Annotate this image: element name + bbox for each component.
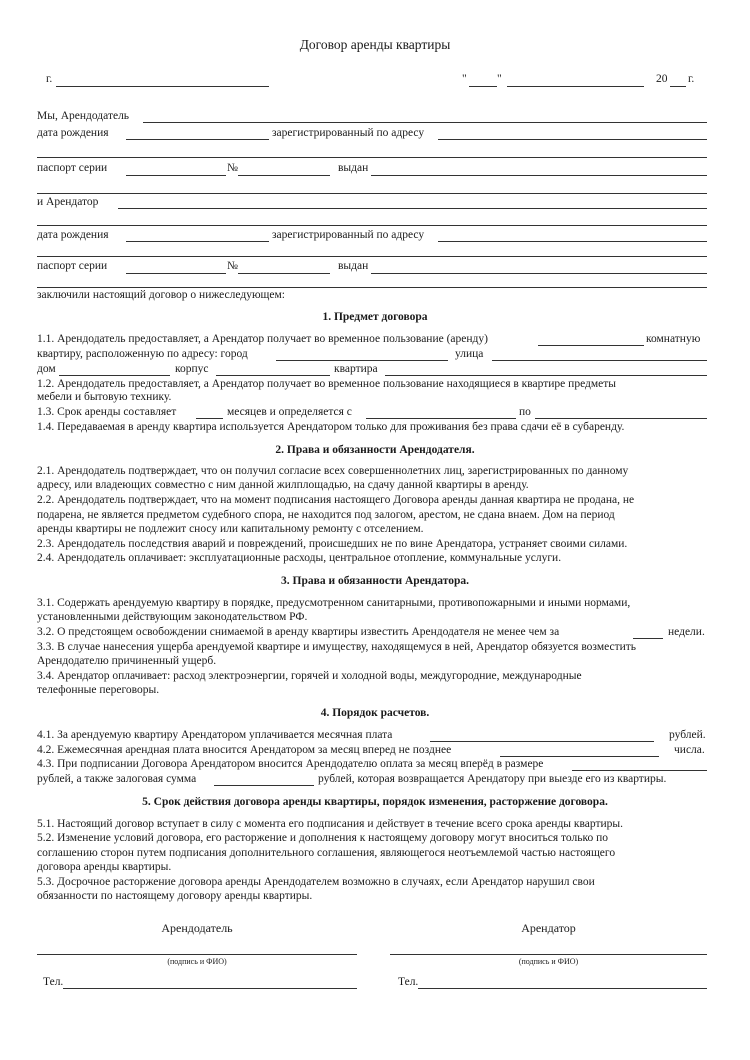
landlord-issued-label: выдан [338, 162, 369, 174]
landlord-passport-label: паспорт серии [37, 162, 108, 174]
city-address-field[interactable] [276, 360, 448, 361]
tenant-dob-field[interactable] [126, 241, 269, 242]
section-5-heading: 5. Срок действия договора аренды квартиры, порядок изменения, расторжение договора. [142, 796, 608, 808]
landlord-phone-label: Тел. [43, 976, 64, 988]
landlord-address-field[interactable] [438, 139, 707, 140]
s1-p3-from: месяцев и определяется с [227, 406, 352, 418]
rooms-count-field[interactable] [538, 345, 644, 346]
tenant-address-field-2[interactable] [37, 256, 707, 257]
s4-line-1-rub: рублей. [669, 729, 706, 741]
landlord-name-field[interactable] [143, 122, 707, 123]
tenant-signature-hint: (подпись и ФИО) [518, 957, 579, 966]
s1-korpus-label: корпус [175, 363, 209, 375]
landlord-dob-label: дата рождения [37, 127, 109, 139]
tenant-issued-label: выдан [338, 260, 369, 272]
s3-line-6: 3.4. Арендатор оплачивает: расход электроэнергии, горячей и холодной воды, междугородние, международные [37, 670, 582, 682]
s3-line-3-weeks: недели. [668, 626, 705, 638]
landlord-address-field-2[interactable] [37, 157, 707, 158]
s1-p4: 1.4. Передаваемая в аренду квартира используется Арендатором только для проживания без права сдачи её в субаренду. [37, 421, 625, 433]
s5-line-3: соглашению сторон путем подписания дополнительного соглашения, являющегося неотъемлемой частью настоящего [37, 847, 616, 859]
tenant-address-field[interactable] [438, 241, 707, 242]
landlord-issued-field[interactable] [371, 175, 707, 176]
year-label: 20 [656, 73, 668, 85]
tenant-name-field-2[interactable] [37, 225, 707, 226]
s1-p2-line2: мебели и бытовую технику. [37, 391, 172, 403]
s2-line-2: адресу, или владеющих совместно с ним данной жилплощадью, на сдачу данной квартиры в аренду. [37, 479, 529, 491]
tenant-intro: и Арендатор [37, 196, 99, 208]
s2-line-4: подарена, не является предметом судебного спора, не находится под залогом, арестом, не сдана внаем. Дом на период [37, 509, 615, 521]
s4-line-4-b: рублей, которая возвращается Арендатору при выезде его из квартиры. [318, 773, 667, 785]
s1-p1-city-text: квартиру, расположенную по адресу: город [37, 348, 248, 360]
landlord-phone-field[interactable] [63, 988, 357, 989]
s2-line-6: 2.3. Арендодатель последствия аварий и повреждений, происшедших не по вине Арендатора, устраняет своими силами. [37, 538, 628, 550]
tenant-passport-label: паспорт серии [37, 260, 108, 272]
landlord-signature-field[interactable] [37, 954, 357, 955]
section-4-heading: 4. Порядок расчетов. [320, 707, 430, 719]
s5-line-2: 5.2. Изменение условий договора, его расторжение и дополнения к настоящему договору могут вноситься только по [37, 832, 609, 844]
notice-weeks-field[interactable] [633, 638, 663, 639]
s2-line-1: 2.1. Арендодатель подтверждает, что он получил согласие всех совершеннолетних лиц, зарегистрированных по данному [37, 465, 629, 477]
s1-house-label: дом [37, 363, 56, 375]
tenant-issued-field-2[interactable] [37, 287, 707, 288]
payment-day-field[interactable] [500, 756, 659, 757]
korpus-field[interactable] [216, 375, 330, 376]
s2-line-7: 2.4. Арендодатель оплачивает: эксплуатационные расходы, центральное отопление, коммунальные услуги. [37, 552, 562, 564]
s3-line-3: 3.2. О предстоящем освобождении снимаемой в аренду квартиры известить Арендодателя не менее чем за [37, 626, 560, 638]
s1-p3-to: по [519, 406, 531, 418]
house-field[interactable] [59, 375, 170, 376]
term-months-field[interactable] [196, 418, 223, 419]
s1-p1-rooms: комнатную [646, 333, 701, 345]
tenant-passport-series-field[interactable] [126, 273, 226, 274]
s5-line-4: договора аренды квартиры. [37, 861, 172, 873]
flat-field[interactable] [385, 375, 707, 376]
s4-line-4-a: рублей, а также залоговая сумма [37, 773, 197, 785]
tenant-registered-label: зарегистрированный по адресу [272, 229, 425, 241]
tenant-phone-field[interactable] [418, 988, 707, 989]
month-field[interactable] [507, 86, 644, 87]
s2-line-3: 2.2. Арендодатель подтверждает, что на момент подписания настоящего Договора аренды данная квартира не продана, не [37, 494, 635, 506]
document-title: Договор аренды квартиры [299, 37, 451, 52]
city-label: г. [46, 73, 53, 85]
street-field[interactable] [492, 360, 707, 361]
landlord-signature-hint: (подпись и ФИО) [167, 957, 227, 966]
landlord-passport-series-field[interactable] [126, 175, 226, 176]
s5-line-5: 5.3. Досрочное расторжение договора аренды Арендодателем возможно в случаях, если Арендатор нарушил свои [37, 876, 595, 888]
tenant-signature-field[interactable] [390, 954, 707, 955]
tenant-name-field[interactable] [118, 208, 707, 209]
deposit-field[interactable] [214, 785, 314, 786]
year-suffix: г. [688, 73, 695, 85]
landlord-number-label: № [227, 162, 238, 174]
day-field[interactable] [469, 86, 497, 87]
landlord-registered-label: зарегистрированный по адресу [272, 127, 425, 139]
s4-line-1: 4.1. За арендуемую квартиру Арендатором уплачивается месячная плата [37, 729, 393, 741]
section-2-heading: 2. Права и обязанности Арендодателя. [275, 444, 475, 456]
tenant-signature-title: Арендатор [521, 921, 576, 935]
s3-line-4: 3.3. В случае нанесения ущерба арендуемой квартире и имуществу, находящемуся в ней, Арендатор обязуется возместить [37, 641, 637, 653]
s3-line-2: установленными действующим законодательством РФ. [37, 611, 308, 623]
date-quote-open: " [462, 73, 467, 85]
date-quote-close: " [497, 73, 502, 85]
term-to-field[interactable] [535, 418, 707, 419]
s5-line-1: 5.1. Настоящий договор вступает в силу с момента его подписания и действует в течение всего срока аренды квартиры. [37, 818, 624, 830]
landlord-passport-number-field[interactable] [238, 175, 330, 176]
section-3-heading: 3. Права и обязанности Арендатора. [281, 575, 469, 587]
s1-p1-text: 1.1. Арендодатель предоставляет, а Арендатор получает во временное пользование (аренду) [37, 333, 488, 345]
s3-line-5: Арендодателю причиненный ущерб. [37, 655, 217, 667]
tenant-phone-label: Тел. [398, 976, 419, 988]
s5-line-6: обязанности по настоящему договору аренды квартиры. [37, 890, 313, 902]
s1-p1-street-label: улица [455, 348, 484, 360]
advance-payment-field[interactable] [572, 770, 707, 771]
landlord-issued-field-2[interactable] [37, 193, 707, 194]
section-1-heading: 1. Предмет договора [322, 311, 428, 323]
landlord-dob-field[interactable] [126, 139, 269, 140]
city-field[interactable] [56, 86, 269, 87]
term-from-field[interactable] [366, 418, 516, 419]
s1-p2-line1: 1.2. Арендодатель предоставляет, а Арендатор получает во временное пользование находящиеся в квартире предметы [37, 378, 617, 390]
monthly-payment-field[interactable] [430, 741, 654, 742]
s1-flat-label: квартира [334, 363, 378, 375]
s1-p3-term: 1.3. Срок аренды составляет [37, 406, 177, 418]
s3-line-7: телефонные переговоры. [37, 684, 160, 696]
s3-line-1: 3.1. Содержать арендуемую квартиру в порядке, предусмотренном санитарными, противопожарными и иными нормами, [37, 597, 631, 609]
tenant-passport-number-field[interactable] [238, 273, 330, 274]
s2-line-5: аренды квартиры не подлежит сносу или капитальному ремонту с отселением. [37, 523, 424, 535]
year-field[interactable] [670, 86, 686, 87]
tenant-number-label: № [227, 260, 238, 272]
s4-line-2: 4.2. Ежемесячная арендная плата вносится Арендатором за месяц вперед не позднее [37, 744, 452, 756]
tenant-dob-label: дата рождения [37, 229, 109, 241]
s4-line-3: 4.3. При подписании Договора Арендатором вносится Арендодателю оплата за месяц вперёд в размере [37, 758, 544, 770]
landlord-signature-title: Арендодатель [161, 921, 233, 935]
tenant-issued-field[interactable] [371, 273, 707, 274]
landlord-intro: Мы, Арендодатель [37, 110, 130, 122]
concluded-text: заключили настоящий договор о нижеследующем: [37, 289, 285, 301]
s4-line-2-day: числа. [674, 744, 705, 756]
